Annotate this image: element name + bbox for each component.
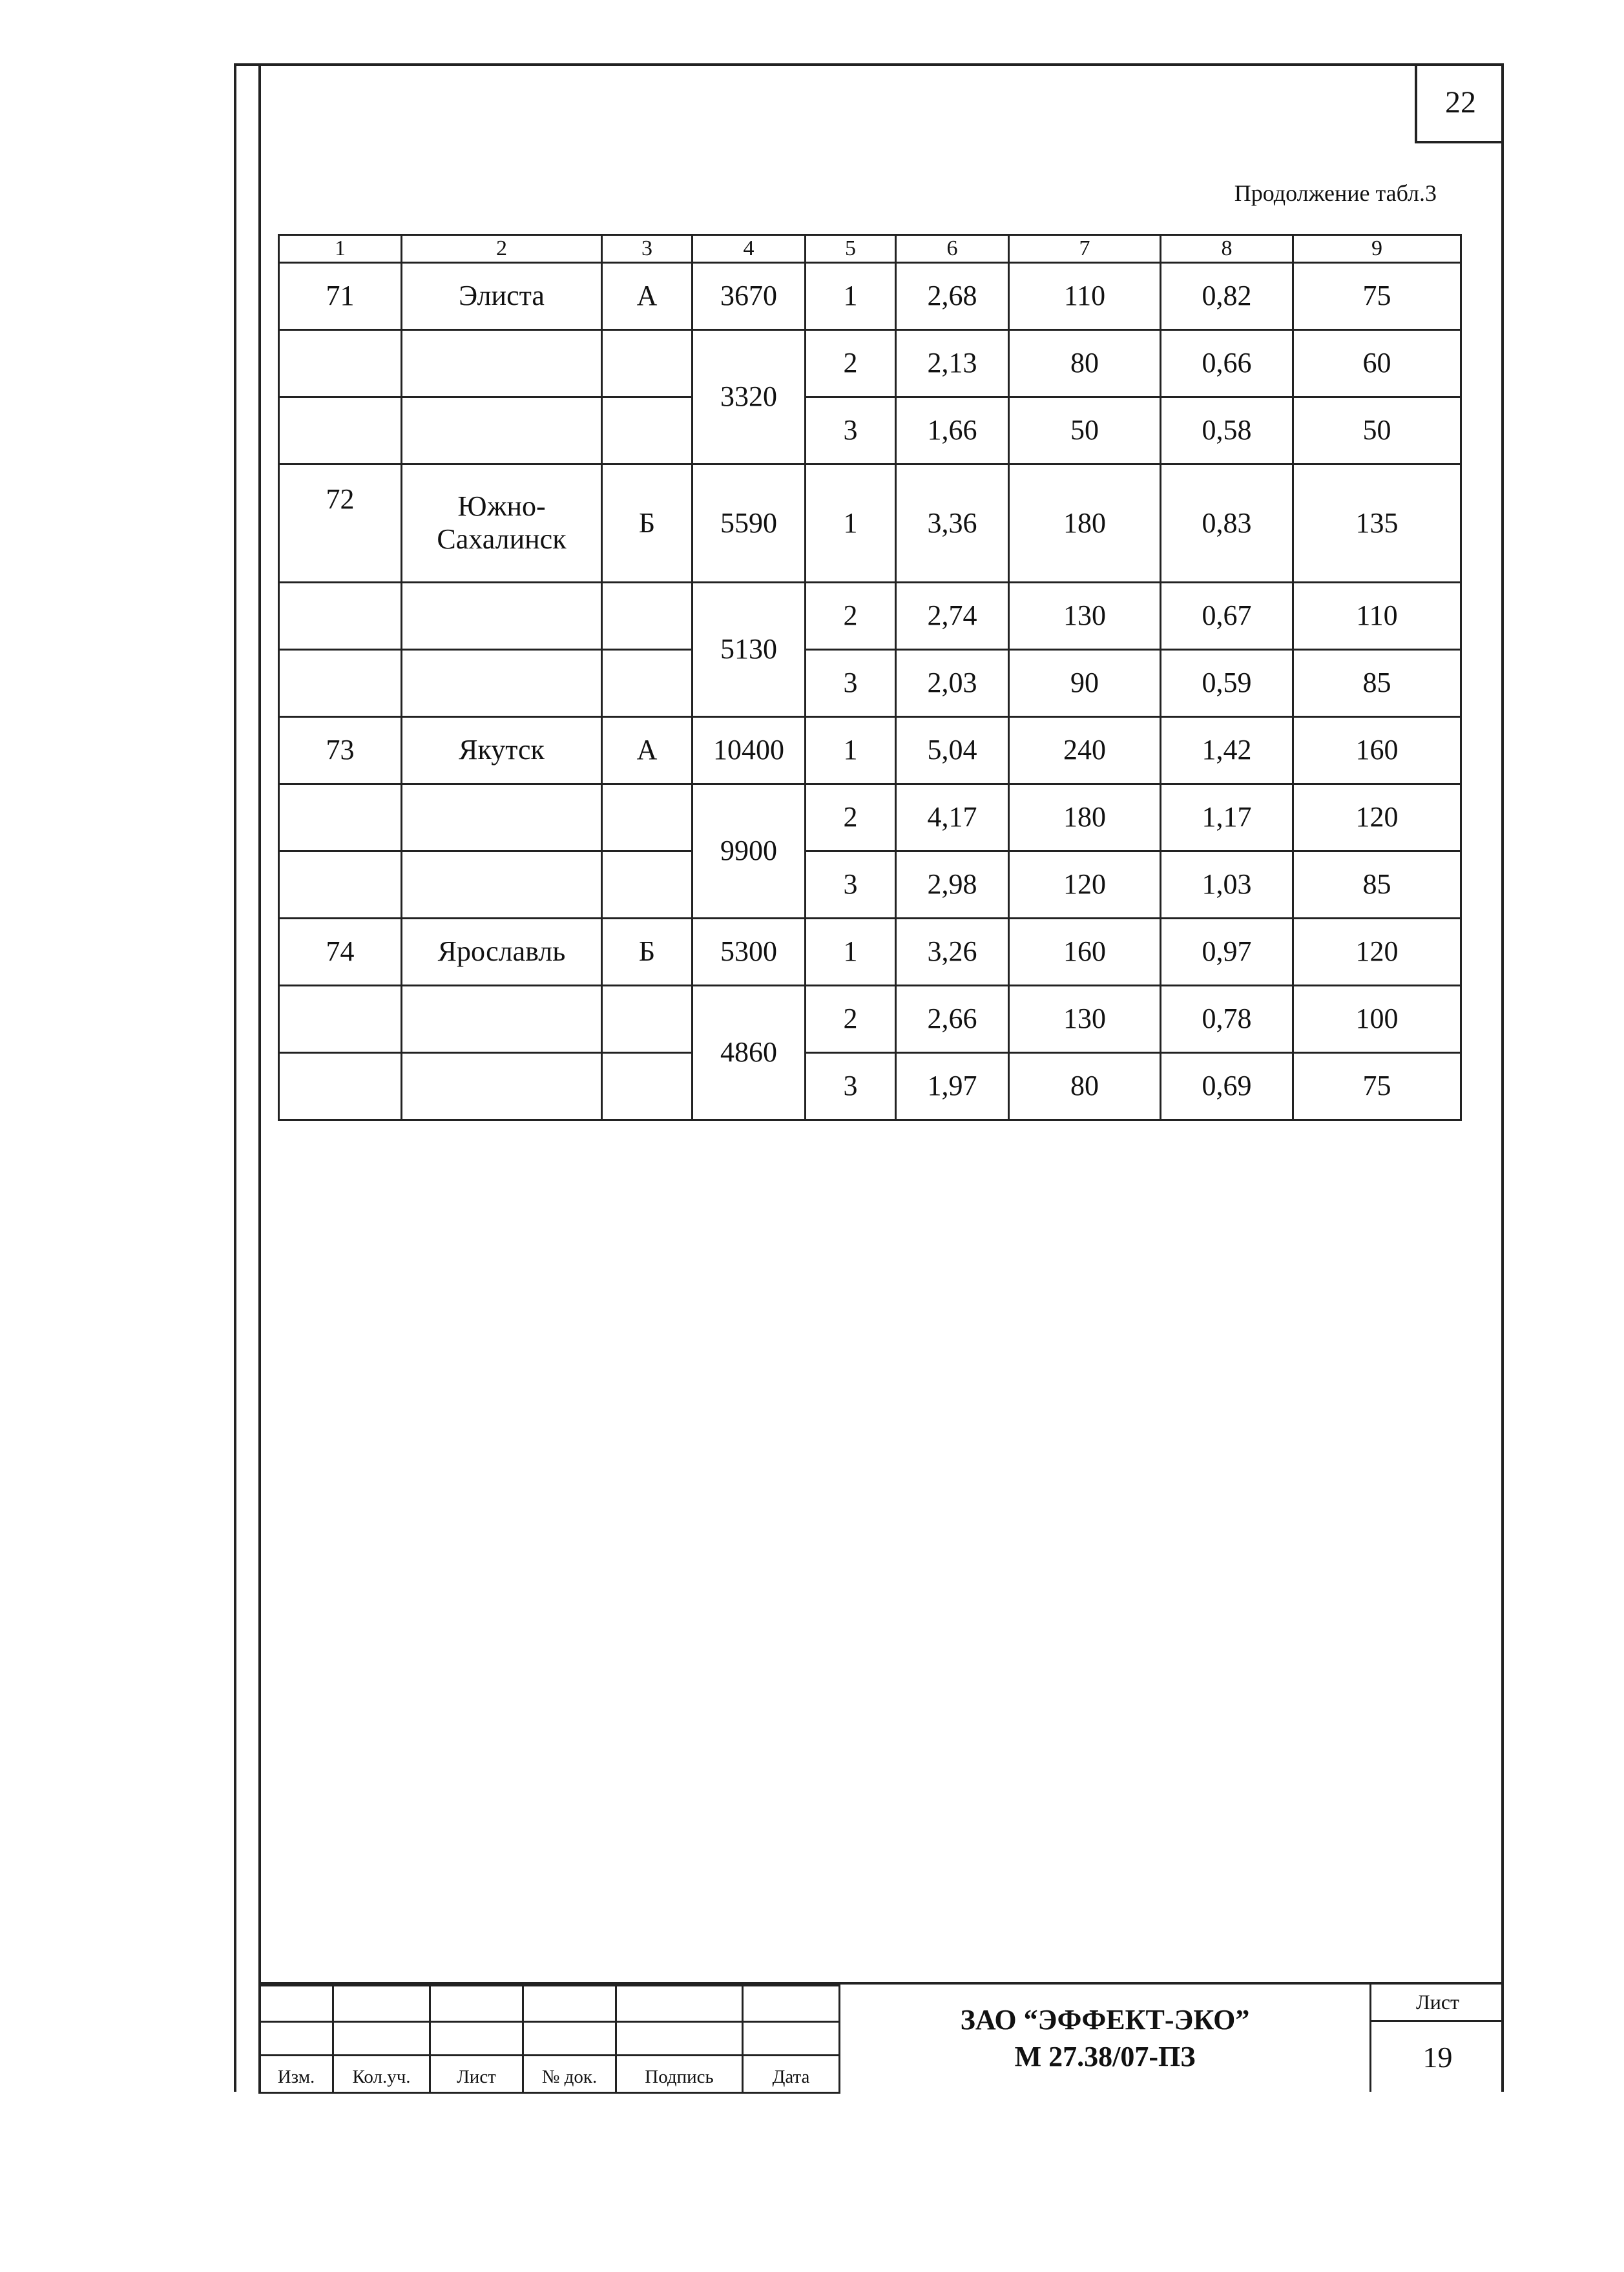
table-cell: 2: [806, 583, 896, 650]
sheet-box: [1369, 1985, 1504, 2092]
empty-cell: [402, 986, 602, 1053]
table-cell: 120: [1293, 919, 1461, 986]
table-cell: 1: [806, 717, 896, 784]
empty-cell: [602, 784, 692, 851]
stamp-label-doc: № док.: [523, 2056, 616, 2093]
header-row: [279, 235, 1461, 263]
category: А: [602, 717, 692, 784]
table-cell: 135: [1293, 464, 1461, 583]
table-row: [279, 397, 1461, 464]
header-cell: 5: [806, 235, 896, 263]
empty-cell: [602, 583, 692, 650]
empty-cell: [402, 851, 602, 919]
table-cell: 130: [1009, 986, 1161, 1053]
table-cell: 1,97: [896, 1053, 1009, 1120]
value-col4: 5300: [692, 919, 806, 986]
table-row: [279, 330, 1461, 397]
table-row: [279, 784, 1461, 851]
table-cell: 1,42: [1161, 717, 1293, 784]
empty-cell: [602, 330, 692, 397]
revision-grid: [258, 1985, 840, 2094]
table-caption: Продолжение табл.3: [1234, 180, 1437, 206]
empty-cell: [402, 397, 602, 464]
table-cell: 0,97: [1161, 919, 1293, 986]
empty-cell: [279, 583, 402, 650]
header-cell: 9: [1293, 235, 1461, 263]
empty-cell: [602, 851, 692, 919]
org-name: ЗАО “ЭФФЕКТ-ЭКО”: [960, 2003, 1250, 2036]
empty-cell: [402, 650, 602, 717]
table-cell: 0,59: [1161, 650, 1293, 717]
table-cell: 90: [1009, 650, 1161, 717]
table-cell: 3: [806, 650, 896, 717]
empty-cell: [402, 784, 602, 851]
table-cell: 3,26: [896, 919, 1009, 986]
empty-cell: [279, 1053, 402, 1120]
table-cell: 180: [1009, 784, 1161, 851]
empty-cell: [602, 986, 692, 1053]
table-row: [279, 986, 1461, 1053]
table-cell: 85: [1293, 650, 1461, 717]
table-cell: 110: [1009, 263, 1161, 330]
table-cell: 1,17: [1161, 784, 1293, 851]
table-row: [279, 263, 1461, 330]
value-col4: 10400: [692, 717, 806, 784]
row-number: 71: [279, 263, 402, 330]
table-cell: 110: [1293, 583, 1461, 650]
value-col4: 9900: [692, 784, 806, 919]
header-cell: 7: [1009, 235, 1161, 263]
table-cell: 75: [1293, 1053, 1461, 1120]
empty-cell: [602, 1053, 692, 1120]
table-cell: 2,98: [896, 851, 1009, 919]
sheet-label: Лист: [1371, 1985, 1504, 2022]
city-name: Элиста: [402, 263, 602, 330]
table-row: [279, 650, 1461, 717]
empty-cell: [279, 397, 402, 464]
table-cell: 3: [806, 397, 896, 464]
table-row: [279, 851, 1461, 919]
value-col4: 5130: [692, 583, 806, 717]
table-row: [279, 583, 1461, 650]
table-cell: 2: [806, 986, 896, 1053]
empty-cell: [279, 784, 402, 851]
table-cell: 1,03: [1161, 851, 1293, 919]
header-cell: 1: [279, 235, 402, 263]
empty-cell: [279, 330, 402, 397]
row-number: 73: [279, 717, 402, 784]
table-cell: 0,66: [1161, 330, 1293, 397]
table-cell: 2,66: [896, 986, 1009, 1053]
table-cell: 120: [1009, 851, 1161, 919]
header-cell: 2: [402, 235, 602, 263]
sheet-number: 19: [1422, 2040, 1453, 2074]
table-cell: 2: [806, 784, 896, 851]
stamp-label-kol: Кол.уч.: [333, 2056, 430, 2093]
table-cell: 80: [1009, 330, 1161, 397]
table-cell: 100: [1293, 986, 1461, 1053]
table-cell: 180: [1009, 464, 1161, 583]
table-cell: 160: [1293, 717, 1461, 784]
value-col4: 3320: [692, 330, 806, 464]
table-cell: 1: [806, 919, 896, 986]
empty-cell: [279, 986, 402, 1053]
table-cell: 3: [806, 1053, 896, 1120]
table-row: [279, 1053, 1461, 1120]
page-number: 22: [1415, 63, 1504, 143]
header-cell: 4: [692, 235, 806, 263]
city-name: Ярославль: [402, 919, 602, 986]
row-number: 74: [279, 919, 402, 986]
document-code: М 27.38/07-ПЗ: [1014, 2041, 1196, 2072]
value-col4: 4860: [692, 986, 806, 1120]
data-table: [278, 234, 1462, 1121]
table-cell: 0,67: [1161, 583, 1293, 650]
header-cell: 6: [896, 235, 1009, 263]
category: Б: [602, 919, 692, 986]
empty-cell: [602, 650, 692, 717]
table-cell: 120: [1293, 784, 1461, 851]
stamp-label-list: Лист: [430, 2056, 523, 2093]
row-number: 72: [279, 464, 402, 583]
title-block: [258, 1982, 1504, 2092]
stamp-label-izm: Изм.: [260, 2056, 333, 2093]
header-cell: 8: [1161, 235, 1293, 263]
value-col4: 5590: [692, 464, 806, 583]
empty-cell: [402, 1053, 602, 1120]
empty-cell: [402, 583, 602, 650]
header-cell: 3: [602, 235, 692, 263]
stamp-label-date: Дата: [743, 2056, 840, 2093]
empty-cell: [602, 397, 692, 464]
table-cell: 2: [806, 330, 896, 397]
table-cell: 60: [1293, 330, 1461, 397]
table-cell: 0,58: [1161, 397, 1293, 464]
table-cell: 1: [806, 263, 896, 330]
table-cell: 50: [1009, 397, 1161, 464]
category: Б: [602, 464, 692, 583]
table-cell: 50: [1293, 397, 1461, 464]
table-row: [279, 717, 1461, 784]
table-cell: 0,83: [1161, 464, 1293, 583]
city-name: Якутск: [402, 717, 602, 784]
table-cell: 75: [1293, 263, 1461, 330]
table-cell: 3: [806, 851, 896, 919]
table-cell: 2,68: [896, 263, 1009, 330]
empty-cell: [402, 330, 602, 397]
category: А: [602, 263, 692, 330]
value-col4: 3670: [692, 263, 806, 330]
table-cell: 0,78: [1161, 986, 1293, 1053]
table-cell: 0,69: [1161, 1053, 1293, 1120]
table-cell: 4,17: [896, 784, 1009, 851]
table-cell: 80: [1009, 1053, 1161, 1120]
table-cell: 1: [806, 464, 896, 583]
city-name: Южно- Сахалинск: [402, 464, 602, 583]
table-cell: 85: [1293, 851, 1461, 919]
table-cell: 3,36: [896, 464, 1009, 583]
table-cell: 130: [1009, 583, 1161, 650]
table-cell: 0,82: [1161, 263, 1293, 330]
empty-cell: [279, 650, 402, 717]
table-cell: 2,03: [896, 650, 1009, 717]
table-cell: 240: [1009, 717, 1161, 784]
empty-cell: [279, 851, 402, 919]
table-cell: 160: [1009, 919, 1161, 986]
table-cell: 2,74: [896, 583, 1009, 650]
table-cell: 2,13: [896, 330, 1009, 397]
table-cell: 5,04: [896, 717, 1009, 784]
table-row: [279, 464, 1461, 583]
stamp-title: [838, 1985, 1369, 2092]
table-row: [279, 919, 1461, 986]
stamp-label-sign: Подпись: [616, 2056, 743, 2093]
table-cell: 1,66: [896, 397, 1009, 464]
